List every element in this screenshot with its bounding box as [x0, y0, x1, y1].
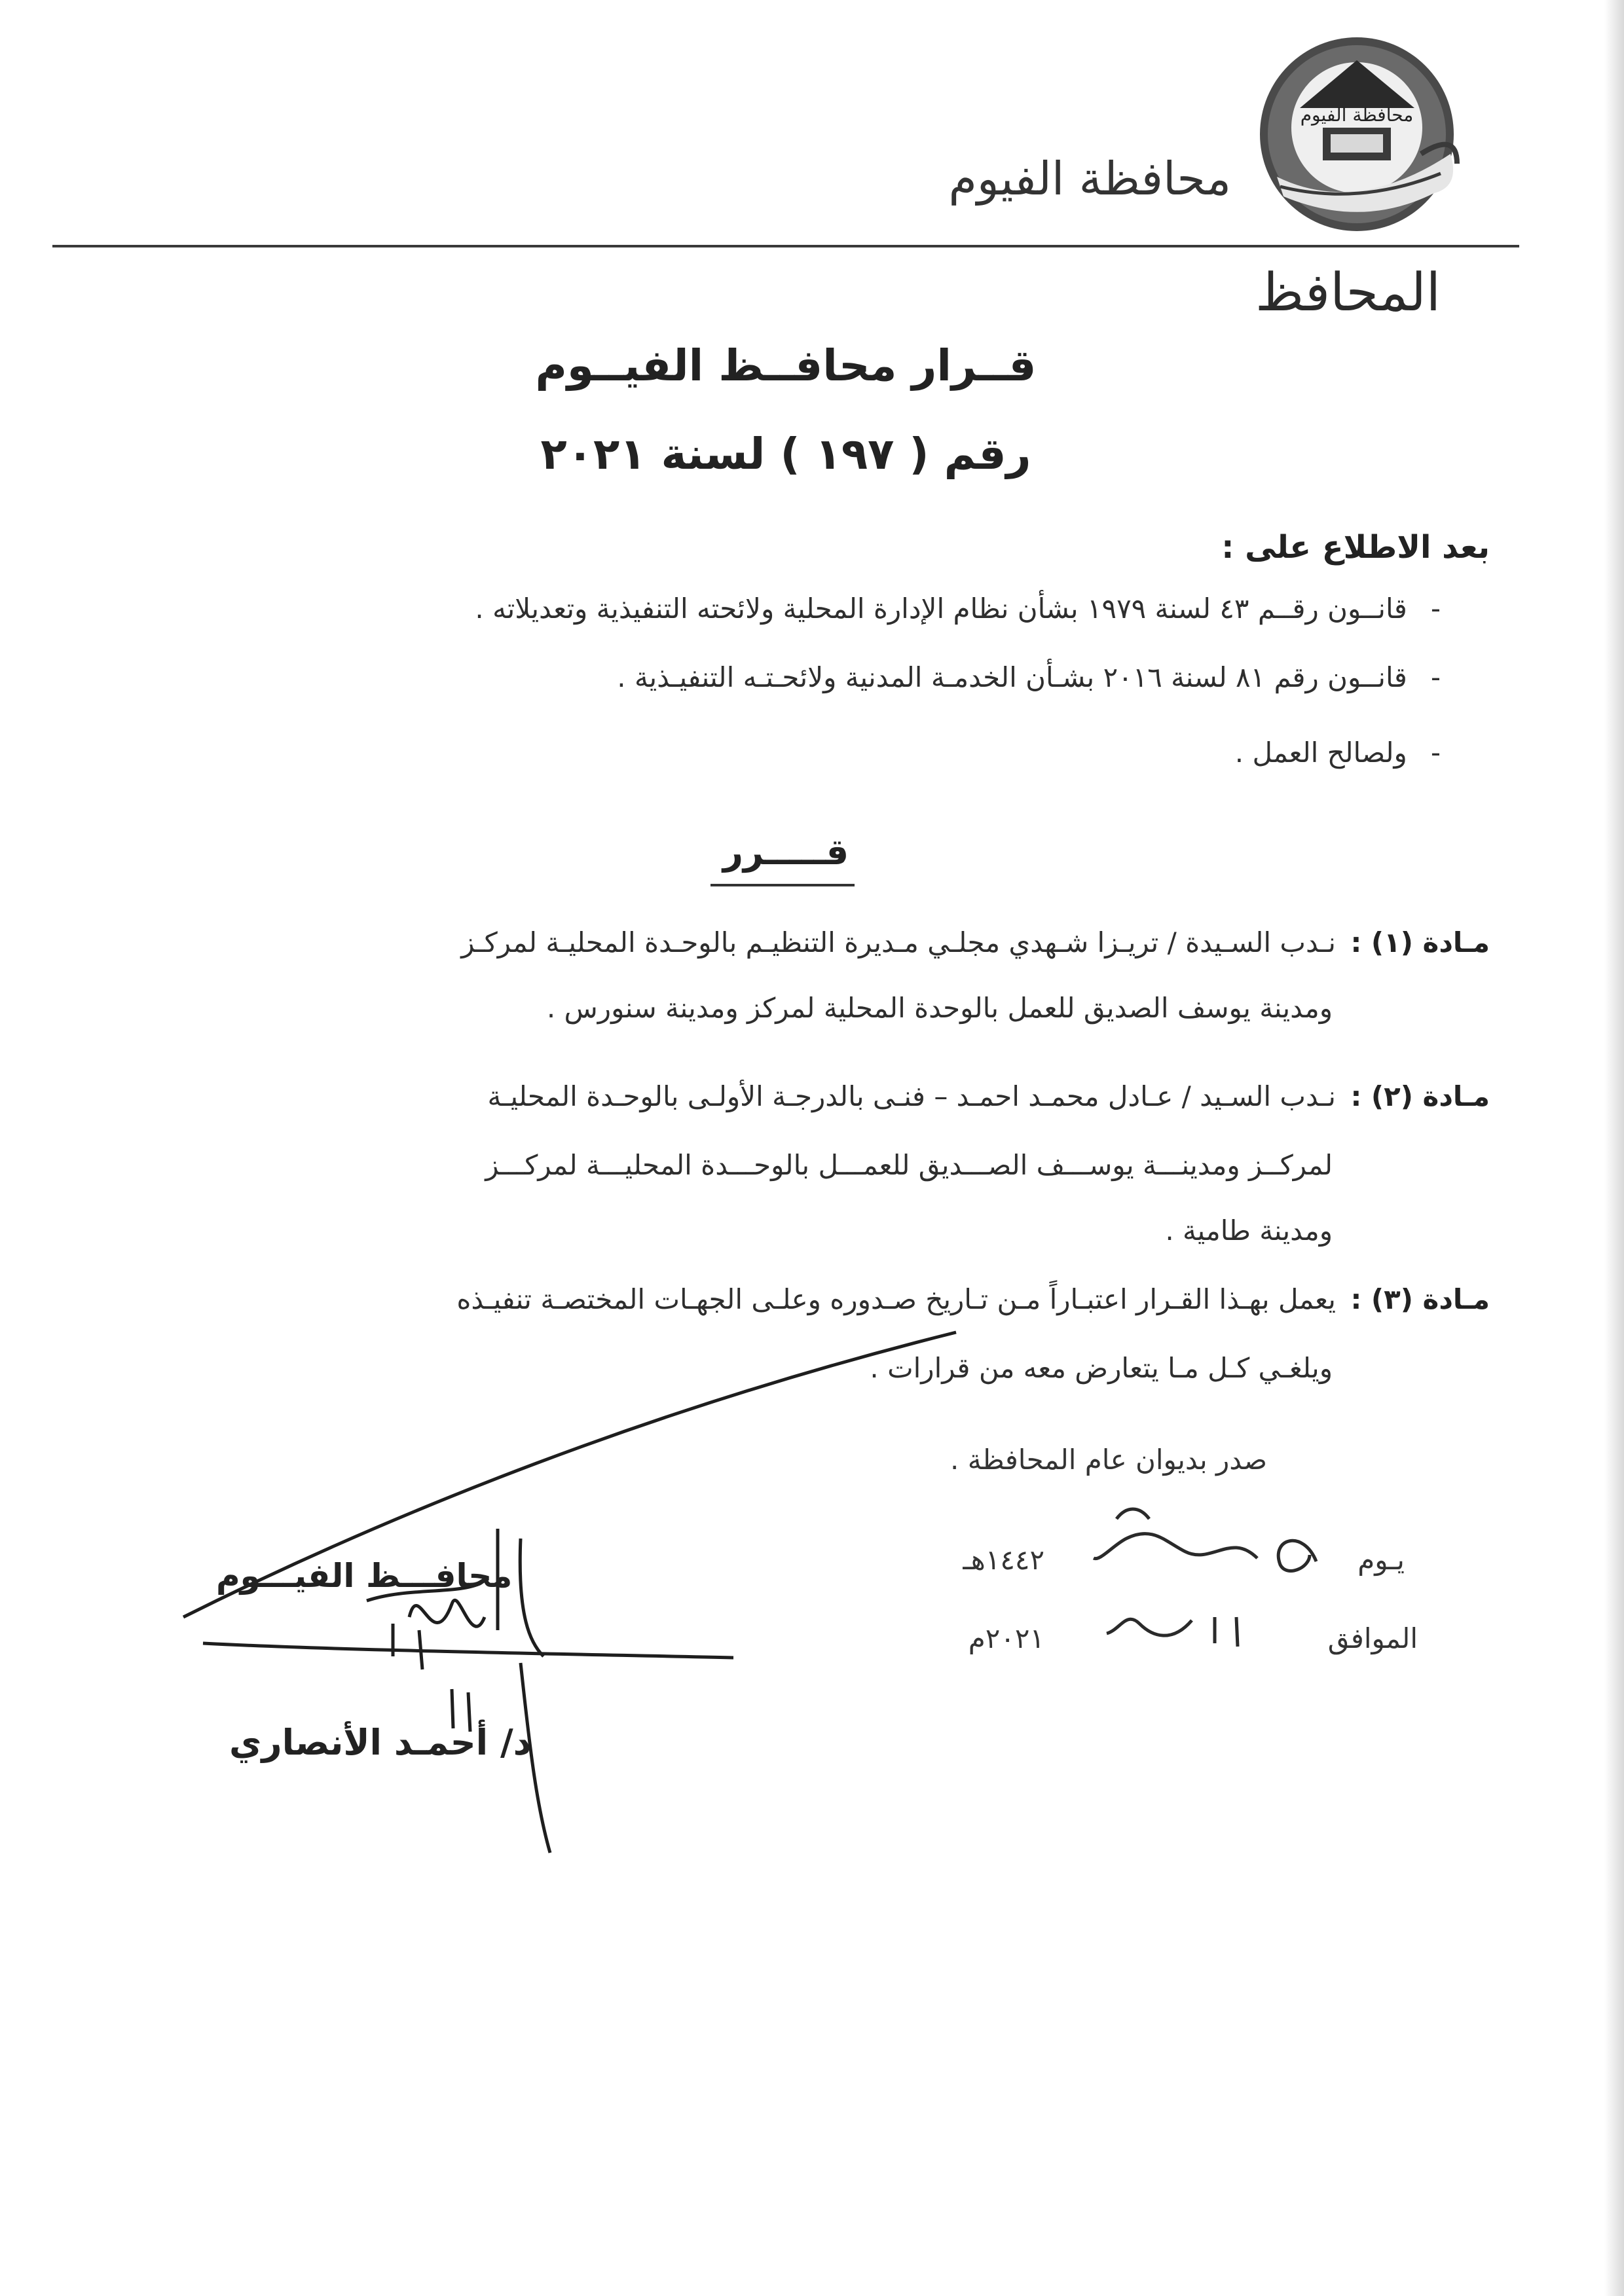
article-line: نـدب السـيدة / تريـزا شـهدي مجلـي مـديرة التنظيـم بالوحـدة المحليـة لمركـز [461, 926, 1336, 958]
reference-text: ولصالح العمل . [1234, 737, 1407, 769]
decreed-heading: قـــــرر [722, 831, 849, 873]
article-label: مـادة (١) : [1350, 926, 1490, 958]
issued-at: صدر بديوان عام المحافظة . [950, 1444, 1267, 1476]
header-divider [52, 245, 1519, 247]
office-title: المحافظ [1255, 262, 1441, 323]
seal-lettering: محافظة الفيوم [1300, 104, 1414, 126]
article-line: لمركــز ومدينـــة يوســـف الصـــديق للعمـــل بالوحـــدة المحليـــة لمركـــز [485, 1149, 1333, 1181]
signatory-name: د/ أحمـد الأنصاري [229, 1722, 532, 1763]
governorate-name: محافظة الفيوم [948, 152, 1231, 206]
preamble-reference [475, 592, 1441, 625]
decision-title: قــرار محافــظ الفيــوم [535, 340, 1037, 391]
signature-title: محافـــظ الفيـــوم [216, 1557, 513, 1595]
article-line: ويلغـي كـل مـا يتعارض معه من قرارات . [870, 1352, 1333, 1384]
article-label: مـادة (٣) : [1350, 1283, 1490, 1315]
hijri-year: ١٤٤٢هـ [963, 1544, 1044, 1576]
reference-text: قانــون رقم ٨١ لسنة ٢٠١٦ بشـأن الخدمـة المدنية ولائحـتـه التنفيـذية . [617, 661, 1407, 693]
preamble-intro: بعد الاطلاع على : [1221, 529, 1490, 566]
day-label: يـوم [1357, 1544, 1405, 1576]
preamble-reference [1235, 737, 1441, 769]
article-line: يعمل بهـذا القـرار اعتبـاراً مـن تـاريخ صـدوره وعلـى الجهـات المختصـة تنفيـذه [456, 1283, 1336, 1315]
article-line: نـدب السـيد / عـادل محمـد احمـد – فنـى بالدرجـة الأولـى بالوحـدة المحليـة [487, 1080, 1336, 1112]
decision-number: رقم ( ١٩٧ ) لسنة ٢٠٢١ [540, 429, 1031, 479]
bullet-dash: - [1430, 661, 1441, 693]
article-line: ومدينة طامية . [1165, 1214, 1333, 1247]
article-label: مـادة (٢) : [1350, 1080, 1490, 1112]
reference-text: قانــون رقــم ٤٣ لسنة ١٩٧٩ بشأن نظام الإدارة المحلية ولائحته التنفيذية وتعديلاته . [475, 592, 1407, 625]
corresponding-label: الموافق [1327, 1622, 1418, 1654]
gregorian-year: ٢٠٢١م [968, 1622, 1044, 1654]
handwritten-date-marks [1094, 1509, 1316, 1647]
preamble-reference [617, 661, 1441, 693]
bullet-dash: - [1430, 592, 1441, 625]
decreed-underline [710, 884, 855, 886]
bullet-dash: - [1430, 737, 1441, 769]
fayoum-seal-icon [1260, 37, 1457, 231]
article-line: ومدينة يوسف الصديق للعمل بالوحدة المحلية لمركز ومدينة سنورس . [546, 992, 1333, 1024]
